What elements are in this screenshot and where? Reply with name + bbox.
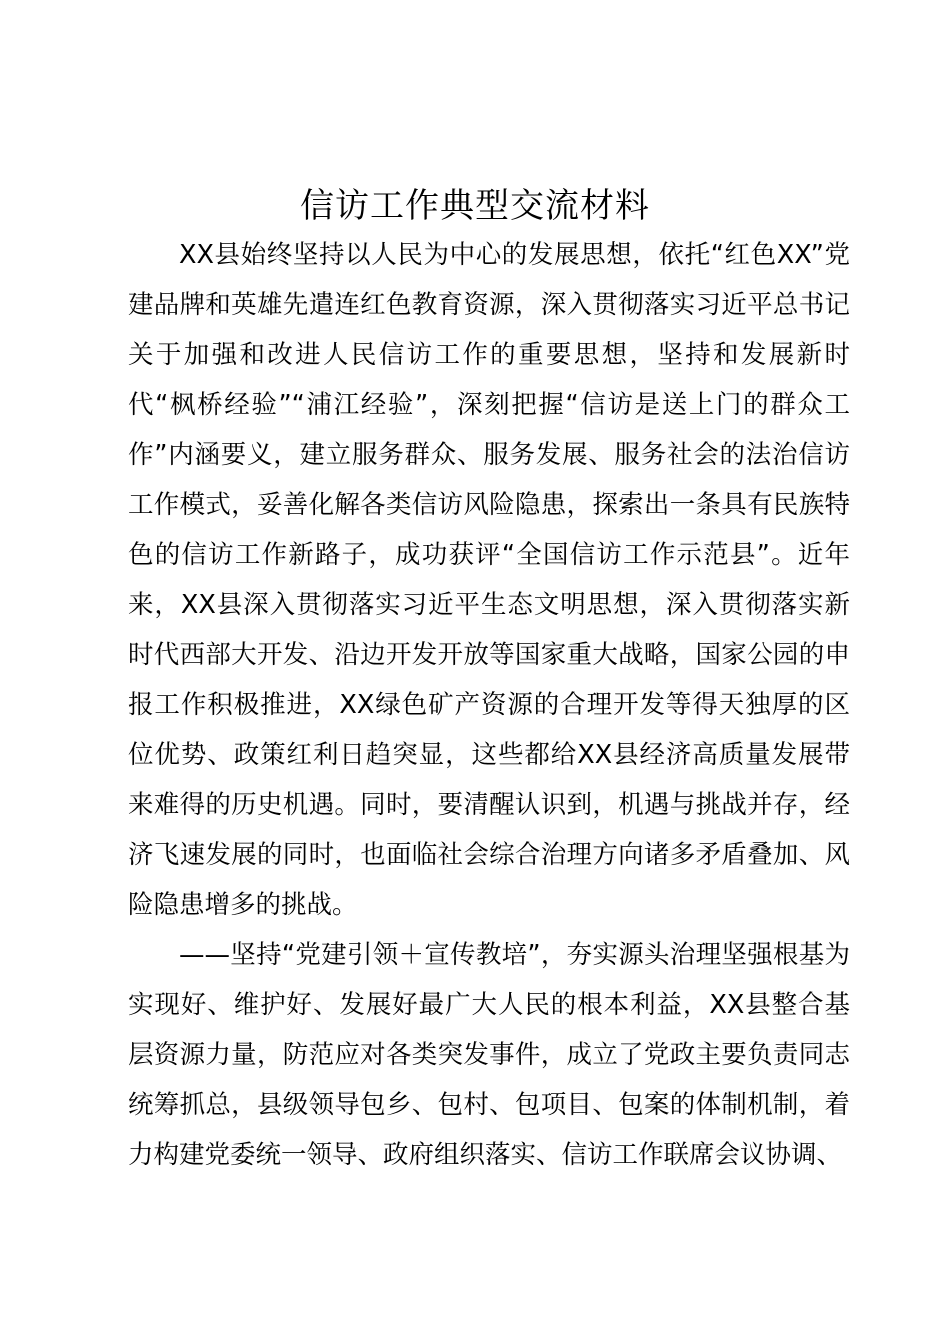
document-body: [128, 230, 850, 1180]
paragraph-party-building: ——坚持“党建引领＋宣传教培”，夯实源头治理坚强根基为实现好、维护好、发展好最广大人民的根本利益，XX县整合基层资源力量，防范应对各类突发事件，成立了党政主要负责同志统筹抓总，县级领导包乡、包村、包项目、包案的体制机制，着力构建党委统一领导、政府组织落实、信访工作联席会议协调、: [128, 940, 850, 1170]
document-title: 信访工作典型交流材料: [300, 186, 650, 226]
paragraph-intro: XX县始终坚持以人民为中心的发展思想，依托“红色XX”党建品牌和英雄先遣连红色教育资源，深入贯彻落实习近平总书记关于加强和改进人民信访工作的重要思想，坚持和发展新时代“枫桥经验”“浦江经验”，深刻把握“信访是送上门的群众工作”内涵要义，建立服务群众、服务发展、服务社会的法治信访工作模式，妥善化解各类信访风险隐患，探索出一条具有民族特色的信访工作新路子，成功获评“全国信访工作示范县”。近年来，XX县深入贯彻落实习近平生态文明思想，深入贯彻落实新时代西部大开发、沿边开发开放等国家重大战略，国家公园的申报工作积极推进，XX绿色矿产资源的合理开发等得天独厚的区位优势、政策红利日趋突显，这些都给XX县经济高质量发展带来难得的历史机遇。同时，要清醒认识到，机遇与挑战并存，经济飞速发展的同时，也面临社会综合治理方向诸多矛盾叠加、风险隐患增多的挑战。: [128, 240, 850, 920]
